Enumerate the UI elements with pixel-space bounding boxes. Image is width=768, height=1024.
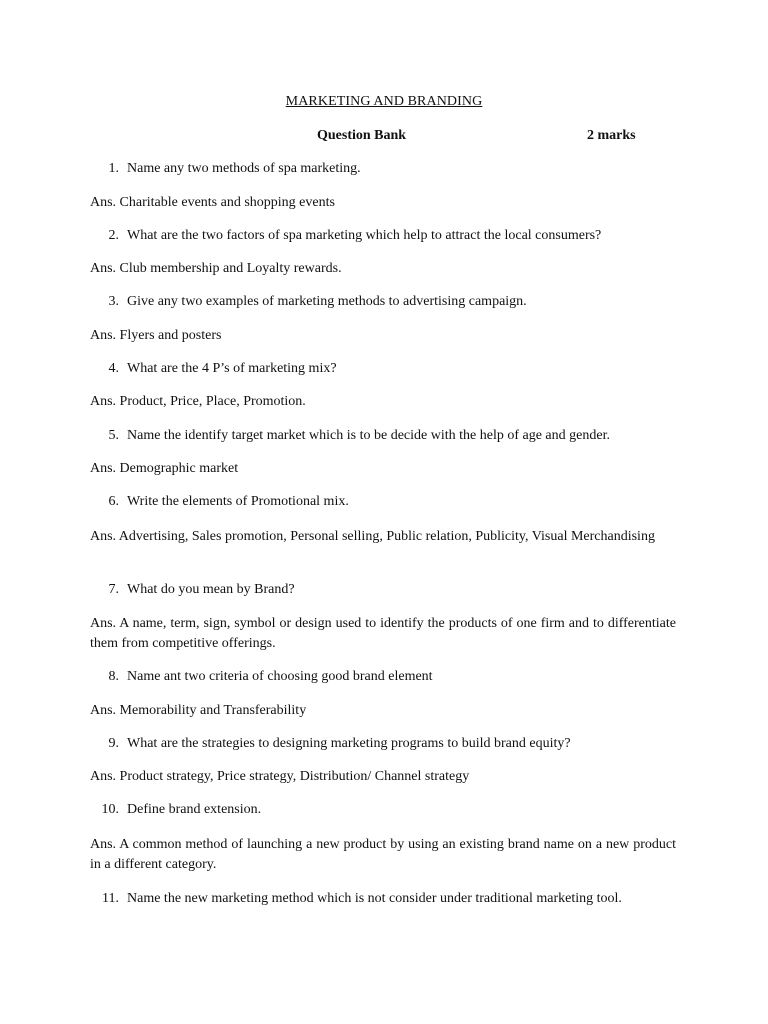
question-10: [95, 800, 261, 820]
answer-2: Ans. Club membership and Loyalty rewards.: [90, 261, 342, 276]
question-8: [95, 667, 433, 687]
question-2: [95, 226, 601, 246]
question-5: [95, 426, 610, 446]
question-text: Name any two methods of spa marketing.: [127, 161, 361, 176]
answer-3: Ans. Flyers and posters: [90, 328, 222, 343]
question-3: [95, 292, 527, 312]
question-number: 4.: [108, 361, 119, 376]
question-number: 2.: [108, 228, 119, 243]
question-text: Name the identify target market which is to be decide with the help of age and gender.: [127, 428, 610, 443]
answer-10: Ans. A common method of launching a new product by using an existing brand name on a new product in a different category.: [90, 837, 676, 872]
question-number: 11.: [102, 891, 119, 906]
question-text: Define brand extension.: [127, 802, 262, 817]
answer-1: Ans. Charitable events and shopping events: [90, 195, 335, 210]
answer-4: Ans. Product, Price, Place, Promotion.: [90, 394, 306, 409]
question-7: [95, 580, 295, 600]
question-1: [95, 159, 361, 179]
question-4: [95, 359, 337, 379]
question-text: Give any two examples of marketing methods to advertising campaign.: [127, 294, 527, 309]
question-number: 5.: [108, 428, 119, 443]
question-bank-heading: Question Bank: [317, 128, 407, 143]
question-9: [95, 734, 571, 754]
question-text: Name the new marketing method which is not consider under traditional marketing tool.: [127, 891, 622, 906]
answer-6: Ans. Advertising, Sales promotion, Personal selling, Public relation, Publicity, Visual Merchandising: [90, 529, 655, 544]
question-text: What are the 4 P’s of marketing mix?: [127, 361, 337, 376]
marks-heading: 2 marks: [587, 128, 636, 143]
question-text: What do you mean by Brand?: [127, 582, 295, 597]
answer-5: Ans. Demographic market: [90, 461, 239, 476]
question-number: 6.: [108, 494, 119, 509]
question-number: 7.: [108, 582, 119, 597]
question-text: What are the strategies to designing marketing programs to build brand equity?: [127, 736, 571, 751]
question-number: 10.: [101, 802, 119, 817]
question-text: What are the two factors of spa marketing which help to attract the local consumers?: [127, 228, 602, 243]
question-number: 3.: [108, 294, 119, 309]
question-number: 1.: [108, 161, 119, 176]
question-11: [95, 889, 622, 909]
question-text: Name ant two criteria of choosing good brand element: [127, 669, 433, 684]
answer-9: Ans. Product strategy, Price strategy, Distribution/ Channel strategy: [90, 769, 470, 784]
question-6: [95, 492, 349, 512]
document-title: MARKETING AND BRANDING: [285, 94, 483, 109]
question-number: 9.: [108, 736, 119, 751]
answer-7: Ans. A name, term, sign, symbol or design used to identify the products of one firm and to differentiate them from competitive offerings.: [90, 616, 676, 651]
answer-8: Ans. Memorability and Transferability: [90, 703, 307, 718]
question-number: 8.: [108, 669, 119, 684]
question-text: Write the elements of Promotional mix.: [127, 494, 349, 509]
